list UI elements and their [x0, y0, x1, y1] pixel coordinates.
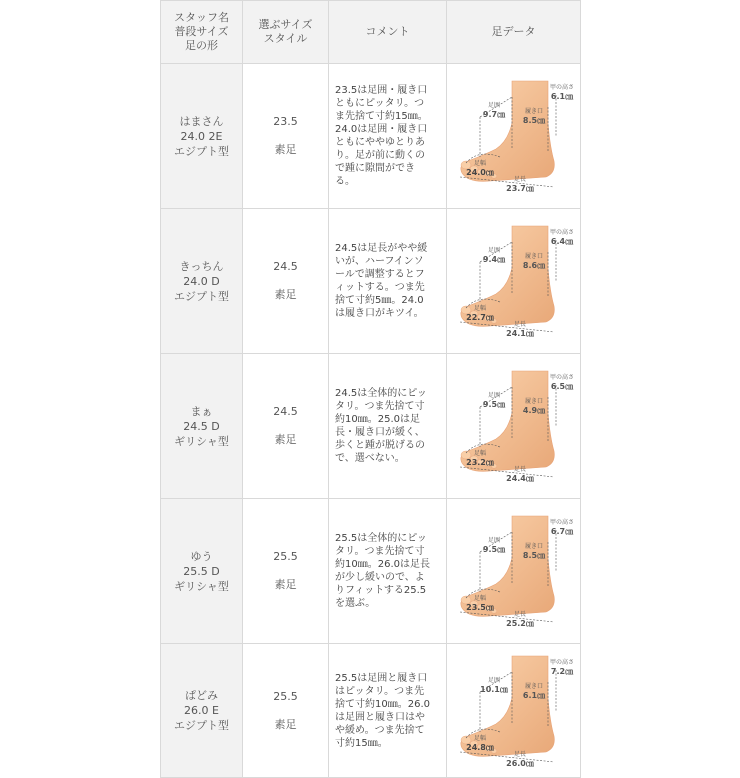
circ-value: 8.5㎝	[522, 116, 545, 125]
ball-label: 足幅	[473, 160, 486, 167]
staff-usual-size: 24.5 D	[183, 419, 220, 433]
size-comparison-table	[160, 0, 581, 778]
comment-line: 25.5は足囲と履き口	[335, 672, 428, 684]
foot-diagram	[450, 512, 578, 630]
circ-label: 履き口	[524, 543, 543, 550]
comment-line: ィットする。つま先	[335, 282, 425, 293]
chosen-size: 23.5	[273, 115, 298, 128]
comment-line: 25.5は全体的にピッ	[335, 533, 427, 544]
ball-value: 23.2㎝	[465, 458, 494, 467]
instep-value: 10.1㎝	[479, 684, 508, 694]
comment-line: は足囲と履き口はや	[335, 711, 425, 723]
foot-diagram	[450, 222, 578, 340]
foot-diagram	[450, 652, 578, 770]
staff-usual-size: 25.5 D	[183, 564, 220, 578]
circ-value: 4.9㎝	[522, 406, 545, 415]
chosen-size: 24.5	[273, 405, 298, 418]
ball-value: 22.7㎝	[465, 313, 494, 322]
instep-value: 9.7㎝	[482, 110, 505, 119]
comment-line: 23.5は足囲・履き口	[335, 85, 428, 96]
chosen-size: 25.5	[273, 689, 298, 703]
ball-label: 足幅	[473, 305, 486, 312]
circ-label: 履き口	[524, 398, 543, 405]
comment-line: いが、ハーフインソ	[335, 256, 424, 267]
chosen-size: 25.5	[273, 550, 298, 563]
comment-line: で踵に隙間ができ	[335, 163, 415, 174]
length-value: 24.1㎝	[505, 329, 534, 338]
comment-line: 約10㎜。26.0は足長	[335, 559, 430, 570]
instep-value: 9.5㎝	[482, 400, 505, 409]
circ-label: 履き口	[524, 108, 543, 115]
comment-line: はピッタリ。つま先	[335, 685, 425, 697]
comment-line: タリ。つま先捨て寸	[335, 546, 425, 557]
width-value: 6.1㎝	[550, 92, 573, 101]
length-label: 足長	[513, 321, 526, 328]
instep-value: 9.4㎝	[482, 255, 505, 264]
width-label: 甲の高さ	[549, 374, 574, 381]
comment-line: で、選べない。	[335, 453, 405, 464]
staff-cell	[161, 499, 243, 644]
comment-line: タリ。つま先捨て寸	[335, 401, 425, 412]
width-label: 甲の高さ	[549, 84, 574, 91]
length-label: 足長	[513, 466, 526, 473]
table-row	[161, 644, 581, 778]
instep-label: 足囲	[487, 676, 500, 684]
ball-value: 24.8㎝	[465, 742, 494, 752]
size-comparison-table-wrapper	[160, 0, 580, 768]
table-row	[161, 209, 581, 354]
header-staff-line-2: 普段サイズ	[174, 25, 229, 38]
length-label: 足長	[513, 750, 526, 758]
comment-cell	[329, 644, 447, 778]
staff-usual-size: 26.0 E	[184, 704, 219, 717]
comment-line: ともにピッタリ。つ	[335, 98, 425, 109]
size-cell	[243, 64, 329, 209]
staff-cell	[161, 209, 243, 354]
circ-label: 履き口	[524, 253, 543, 260]
circ-value: 8.5㎝	[522, 551, 545, 560]
staff-name: まぁ	[190, 404, 213, 418]
instep-label: 足囲	[487, 102, 500, 109]
ball-value: 24.0㎝	[465, 168, 494, 177]
circ-label: 履き口	[524, 682, 543, 690]
width-value: 7.2㎝	[550, 666, 573, 676]
wear-style: 素足	[274, 433, 297, 446]
instep-label: 足囲	[487, 247, 500, 254]
foot-data-cell	[447, 499, 581, 644]
wear-style: 素足	[274, 288, 297, 301]
wear-style: 素足	[274, 578, 297, 591]
header-staff	[161, 1, 243, 64]
instep-label: 足囲	[487, 392, 500, 399]
staff-foot-shape: ギリシャ型	[174, 434, 229, 448]
comment-line: 捨て寸約10㎜。26.0	[335, 698, 430, 710]
comment-line: を選ぶ。	[335, 598, 376, 609]
instep-label: 足囲	[487, 537, 500, 544]
staff-usual-size: 24.0 D	[183, 274, 220, 288]
staff-name: ゆう	[190, 549, 213, 563]
header-size	[243, 1, 329, 64]
foot-data-cell	[447, 209, 581, 354]
length-value: 23.7㎝	[505, 184, 534, 193]
width-label: 甲の高さ	[549, 229, 574, 236]
comment-cell	[329, 209, 447, 354]
length-value: 25.2㎝	[505, 619, 534, 628]
header-size-line-1: 選ぶサイズ	[258, 18, 313, 31]
comment-line: が少し緩いので、よ	[335, 572, 425, 583]
comment-line: りフィットする25.5	[335, 585, 427, 596]
wear-style: 素足	[274, 143, 297, 156]
comment-cell	[329, 354, 447, 499]
comment-line: る。	[335, 176, 355, 187]
ball-value: 23.5㎝	[465, 603, 494, 612]
foot-data-cell	[447, 644, 581, 778]
comment-line: ま先捨て寸約15㎜。	[335, 111, 428, 122]
length-label: 足長	[513, 176, 526, 183]
header-size-line-2: スタイル	[263, 32, 308, 45]
size-cell	[243, 644, 329, 778]
size-cell	[243, 499, 329, 644]
foot-diagram	[450, 367, 578, 485]
circ-value: 6.1㎝	[522, 690, 545, 700]
comment-line: ともにややゆとりあ	[335, 137, 425, 148]
table-row	[161, 64, 581, 209]
staff-usual-size: 24.0 2E	[180, 129, 223, 143]
width-value: 6.7㎝	[550, 527, 573, 536]
comment-line: ールで調整するとフ	[335, 269, 425, 280]
ball-label: 足幅	[473, 734, 486, 742]
comment-line: 24.5は全体的にピッ	[335, 388, 427, 399]
comment-line: 約10㎜。25.0は足	[335, 414, 420, 425]
staff-foot-shape: エジプト型	[174, 289, 229, 303]
comment-line: 寸約15㎜。	[335, 737, 388, 749]
staff-name: ぱどみ	[185, 689, 218, 702]
header-foot-data: 足データ	[447, 1, 581, 64]
width-value: 6.5㎝	[550, 382, 573, 391]
staff-name: きっちん	[179, 259, 224, 273]
staff-cell	[161, 354, 243, 499]
foot-data-cell	[447, 64, 581, 209]
ball-label: 足幅	[473, 595, 486, 602]
length-label: 足長	[513, 611, 526, 618]
ball-label: 足幅	[473, 450, 486, 457]
staff-foot-shape: エジプト型	[174, 144, 229, 158]
staff-foot-shape: エジプト型	[174, 719, 229, 732]
foot-data-cell	[447, 354, 581, 499]
size-cell	[243, 209, 329, 354]
length-value: 26.0㎝	[505, 758, 534, 768]
length-value: 24.4㎝	[505, 474, 534, 483]
width-label: 甲の高さ	[549, 519, 574, 526]
staff-name: はまさん	[179, 114, 224, 128]
comment-line: や緩め。つま先捨て	[335, 724, 425, 736]
comment-line: は履き口がキツイ。	[335, 308, 424, 319]
staff-foot-shape: ギリシャ型	[174, 579, 229, 593]
comment-cell	[329, 64, 447, 209]
comment-line: 歩くと踵が脱げるの	[335, 440, 425, 451]
chosen-size: 24.5	[273, 260, 298, 273]
width-label: 甲の高さ	[549, 658, 574, 666]
header-row	[161, 1, 581, 64]
header-staff-line-3: 足の形	[185, 39, 218, 52]
comment-line: 捨て寸約5㎜。24.0	[335, 295, 424, 306]
circ-value: 8.6㎝	[522, 261, 545, 270]
wear-style: 素足	[274, 717, 297, 731]
size-cell	[243, 354, 329, 499]
header-staff-line-1: スタッフ名	[174, 11, 229, 24]
staff-cell	[161, 64, 243, 209]
header-comment: コメント	[329, 1, 447, 64]
width-value: 6.4㎝	[550, 237, 573, 246]
instep-value: 9.5㎝	[482, 545, 505, 554]
table-row	[161, 499, 581, 644]
comment-line: り。足が前に動くの	[335, 150, 425, 161]
staff-cell	[161, 644, 243, 778]
comment-line: 長・履き口が緩く、	[335, 427, 425, 438]
foot-diagram	[450, 77, 578, 195]
comment-line: 24.5は足長がやや緩	[335, 243, 428, 254]
comment-cell	[329, 499, 447, 644]
table-row	[161, 354, 581, 499]
comment-line: 24.0は足囲・履き口	[335, 124, 428, 135]
